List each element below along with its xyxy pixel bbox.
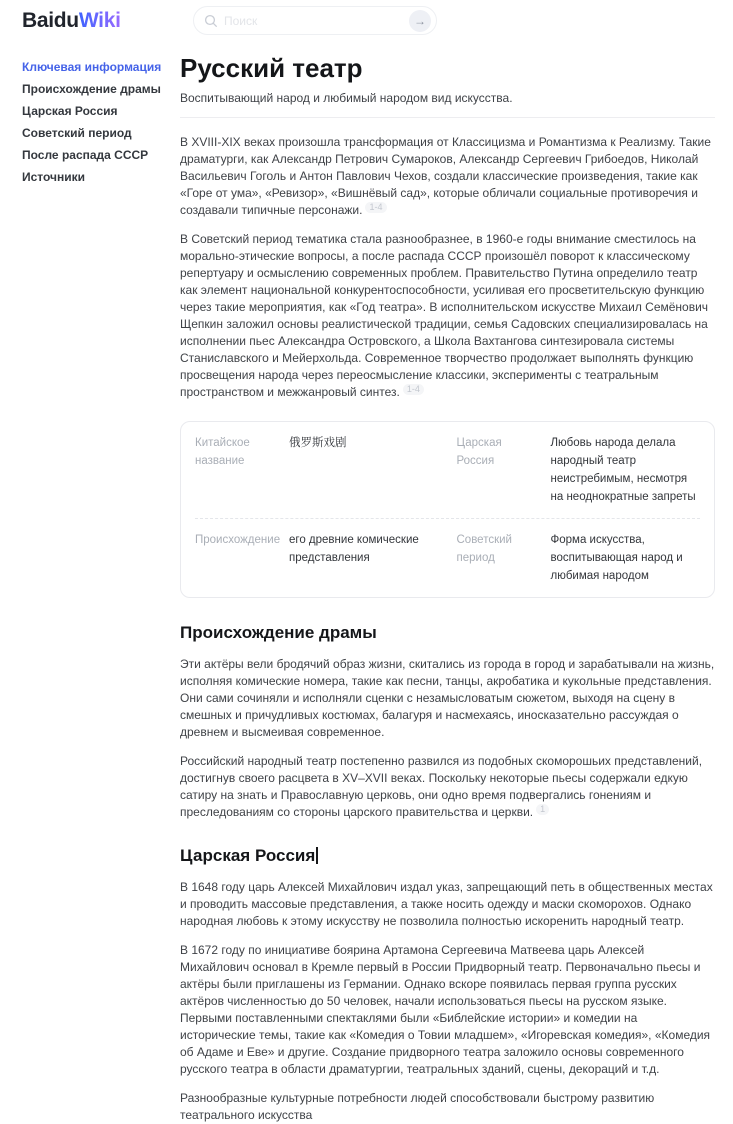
sidebar-item-after-ussr-collapse[interactable]: После распада СССР bbox=[22, 148, 149, 162]
paragraph-text: Эти актёры вели бродячий образ жизни, скитались из города в город и зарабатывали на жизнь, исполняя комические номера, такие как песни, танцы, акробатика и кукольные представления. Они сами сочиняли и исполняли сценки с незамысловатым сюжетом, выходя на сцену в смешных и причудливых костюмах, балагуря и насмехаясь, иносказательно рассуждая о древнем и высмеивая современное. bbox=[180, 657, 715, 739]
paragraph-text: Российский народный театр постепенно развился из подобных скоморошьих представлений, достигнув своего расцвета в XV–XVII веках. Поскольку некоторые пьесы содержали едкую сатиру на знать и Православную церковь, они одно время подвергались гонениям и преследованиям со стороны царского правительства и церкви. bbox=[180, 754, 703, 819]
search-submit-button[interactable] bbox=[409, 10, 431, 32]
origin-paragraph-1 bbox=[180, 656, 715, 741]
citation-badge[interactable]: 1-4 bbox=[403, 384, 424, 395]
paragraph-text: В XVIII-XIX веках произошла трансформация от Классицизма и Романтизма к Реализму. Такие драматурги, как Александр Петрович Сумароков, Александр Сергеевич Грибоедов, Николай Васильевич Гоголь и Антон Павлович Чехов, создали классические произведения, такие как «Горе от ума», «Ревизор», «Вишнёвый сад», которые обличали социальные противоречия и создавали типичные персонажи. bbox=[180, 135, 711, 217]
logo-wiki: Wiki bbox=[78, 9, 121, 32]
infobox-value: его древние комические представления bbox=[289, 534, 419, 564]
sidebar bbox=[22, 56, 172, 188]
infobox-cell-soviet-period bbox=[457, 531, 701, 585]
paragraph-text: В 1672 году по инициативе боярина Артамона Сергеевича Матвеева царь Алексей Михайлович основал в Кремле первый в России Придворный театр. Первоначально пьесы и актёры были приглашены из Германии. Однако вскоре появилась первая группа русских актёров численностью до 50 человек, начали использоваться пьесы на русском языке. Первыми поставленными спектаклями были «Библейские истории» и комедии на исторические темы, такие как «Комедия о Товии младшем», «Игоревская комедия», «Комедия об Адаме и Еве» и другие. Создание придворного театра заложило основы современного русского театра в области драматургии, театральных зданий, сцены, декораций и т.д. bbox=[180, 943, 711, 1076]
search-icon bbox=[204, 14, 218, 28]
search-input[interactable] bbox=[218, 14, 409, 28]
section-heading-tsarist-russia bbox=[180, 845, 715, 867]
infobox-cell-chinese-name bbox=[195, 434, 439, 506]
header bbox=[0, 0, 733, 48]
paragraph-text: В 1648 году царь Алексей Михайлович издал указ, запрещающий петь в общественных местах и проводить массовые представления, а также носить одежду и маски скоморохов. Однако народная любовь к этому искусству не позволила полностью искоренить народный театр. bbox=[180, 880, 713, 928]
infobox-value: Любовь народа делала народный театр неистребимым, несмотря на неоднократные запреты bbox=[550, 437, 696, 503]
infobox-row bbox=[195, 434, 700, 506]
infobox-label: Китайское название bbox=[195, 437, 250, 467]
section-heading-origin-of-drama: Происхождение драмы bbox=[180, 623, 377, 642]
article bbox=[180, 52, 715, 1124]
sidebar-item-origin-of-drama[interactable]: Происхождение драмы bbox=[22, 82, 161, 96]
title-divider bbox=[180, 117, 715, 118]
infobox-row bbox=[195, 531, 700, 585]
infobox-value: Форма искусства, воспитывающая народ и любимая народом bbox=[550, 534, 683, 582]
infobox-cell-origin bbox=[195, 531, 439, 585]
logo-baidu: Baidu bbox=[22, 9, 79, 32]
infobox-label: Происхождение bbox=[195, 534, 281, 546]
tsarist-paragraph-1 bbox=[180, 879, 715, 930]
infobox bbox=[180, 421, 715, 598]
infobox-label: Царская Россия bbox=[456, 437, 502, 467]
search-bar bbox=[193, 6, 437, 35]
arrow-right-icon: → bbox=[414, 13, 426, 28]
tsarist-paragraph-3-clipped bbox=[180, 1090, 715, 1124]
citation-badge[interactable]: 1 bbox=[536, 804, 549, 815]
tsarist-paragraph-2 bbox=[180, 942, 715, 1078]
infobox-label: Советский период bbox=[456, 534, 512, 564]
page-subtitle: Воспитывающий народ и любимый народом вид искусства. bbox=[180, 91, 513, 105]
text-cursor-caret bbox=[316, 847, 318, 864]
heading-text: Царская Россия bbox=[180, 846, 316, 865]
citation-badge[interactable]: 1-4 bbox=[365, 202, 386, 213]
logo[interactable] bbox=[22, 9, 121, 33]
sidebar-item-key-info[interactable]: Ключевая информация bbox=[22, 60, 162, 74]
intro-paragraph-1 bbox=[180, 134, 715, 219]
sidebar-item-sources[interactable]: Источники bbox=[22, 170, 86, 184]
sidebar-item-soviet-period[interactable]: Советский период bbox=[22, 126, 132, 140]
intro-paragraph-2 bbox=[180, 231, 715, 401]
infobox-cell-tsarist-russia bbox=[457, 434, 701, 506]
origin-paragraph-2 bbox=[180, 753, 715, 821]
sidebar-item-tsarist-russia[interactable]: Царская Россия bbox=[22, 104, 118, 118]
paragraph-text: В Советский период тематика стала разнообразнее, в 1960-е годы внимание сместилось на морально-этические вопросы, а после распада СССР произошёл поворот к классическому репертуару и осмыслению современных проблем. Правительство Путина определило театр как элемент национальной конкурентоспособности, усиливая его просветительскую функцию через такие мероприятия, как «Год театра». В исполнительском искусстве Михаил Семёнович Щепкин заложил основы реалистической традиции, семья Садовских специализировалась на исполнении пьес Александра Островского, а Школа Вахтангова синтезировала системы Станиславского и Мейерхольда. Современное творчество продолжает выполнять функцию просвещения народа через переосмысление классики, эксперименты с театральным пространством и межжанровый синтез. bbox=[180, 232, 709, 399]
page-title: Русский театр bbox=[180, 53, 363, 83]
infobox-value: 俄罗斯戏剧 bbox=[289, 437, 347, 449]
infobox-divider bbox=[195, 518, 700, 519]
paragraph-text: Разнообразные культурные потребности людей способствовали быстрому развитию театрального искусства bbox=[180, 1091, 655, 1122]
